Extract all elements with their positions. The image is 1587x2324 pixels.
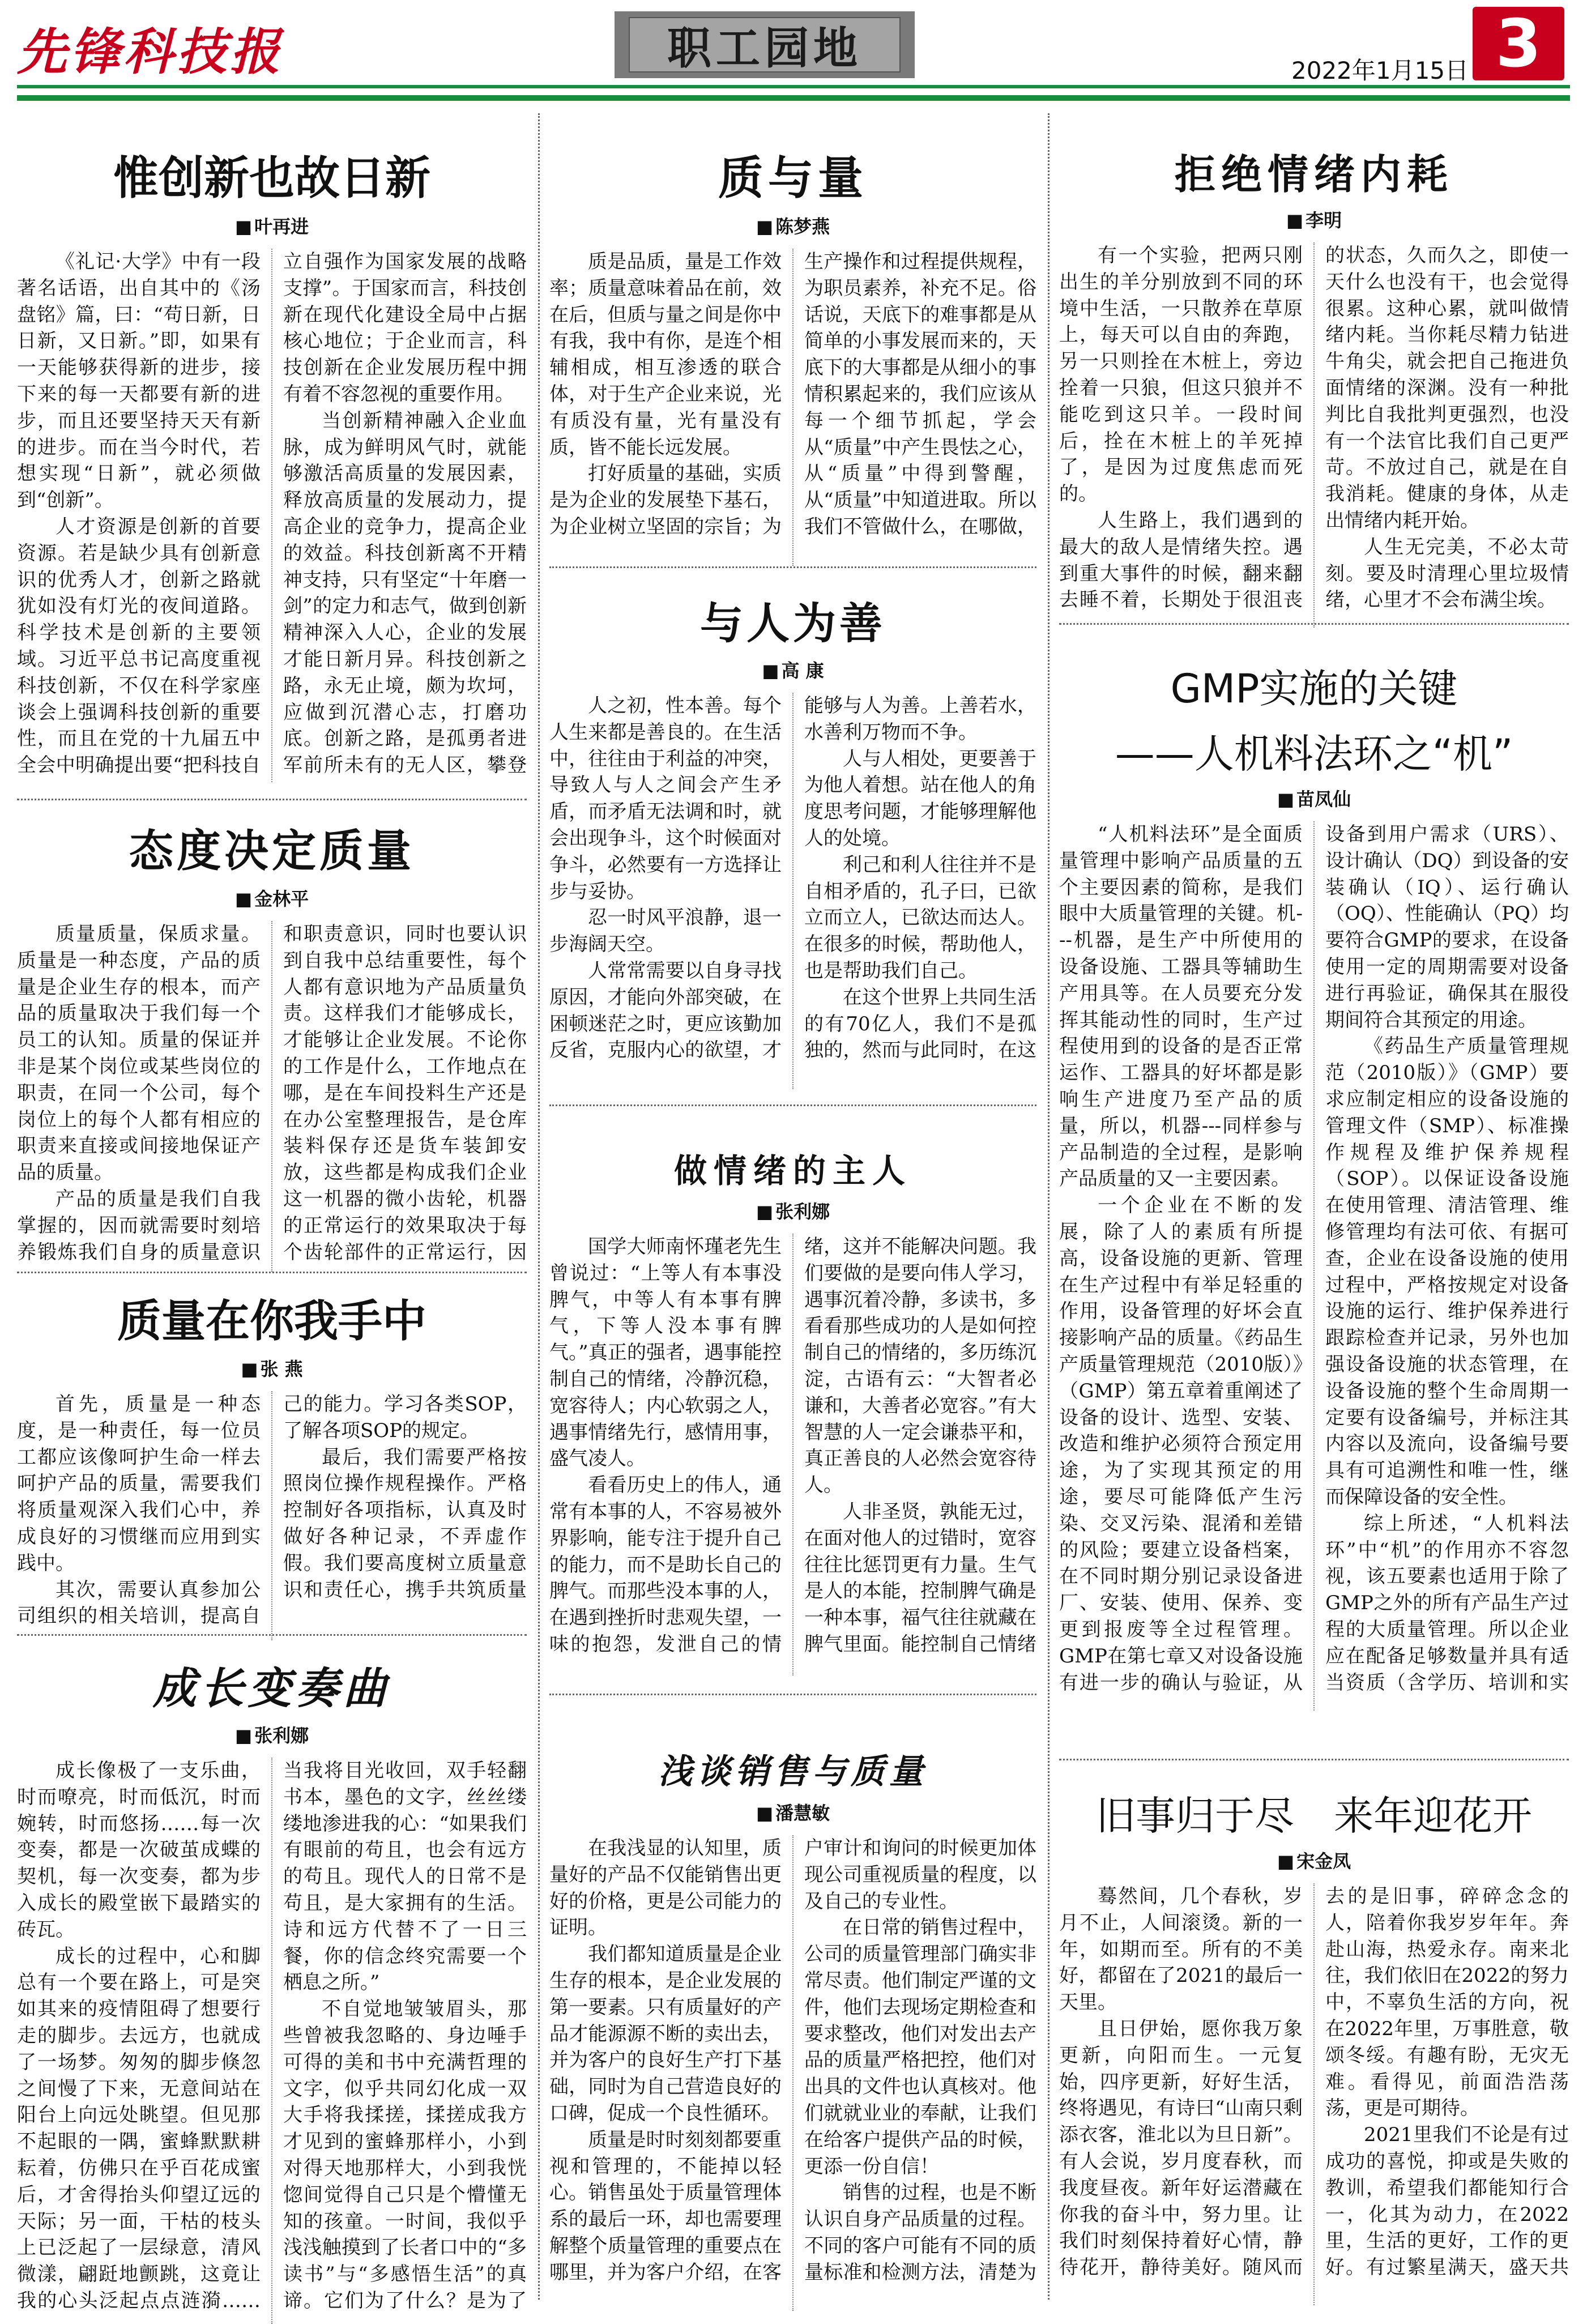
article-author: ■ 张 燕: [17, 1355, 527, 1381]
paragraph: 首先，质量是一种态度，是一种责任，每一位员工都应该像呵护生命一样去呵护产品的质量，需要我们将质量观深入我们心中，养成良好的习惯继而应用到实践中。: [17, 1393, 261, 1575]
paragraph: 《礼记·大学》中有一段著名话语，出自其中的《汤盘铭》篇，曰：“苟日新，日日新，又日新。”即，如果有一天能够获得新的进步，接下来的每一天都要有新的进步，而且还要坚持天天有新的进步。而在当今时代，若想实现“日新”，就必须做到“创新”。: [17, 250, 261, 512]
paragraph: 在这个世界上共同生活的有70亿人，我们不是孤独的，然而与此同时，在这: [804, 986, 1036, 1062]
paragraph: 最后，我们需要严格按照岗位操作规程操作。严格控制好各项指标，认真及时做好各种记录，不弄虚作假。我们要高度树立质量意识和责任心，携手共筑质量: [283, 1445, 527, 1601]
paragraph: 一个企业在不断的发展，除了人的素质有所提高，设备设施的更新、管理在生产过程中有举足轻重的作用，设备管理的好坏会直接影响产品的质量。《药品生产质量管理规范（2010版）》（GMP）第五章着重阐述了设备的设计、选型、安装、改造和维护必须符合预定用途，为了实现其预定的用途，要尽可能降低产生污染、交叉污染、混淆和差错的风险；要建立设备档案，在不同时期分别记录设备进厂、安装、使用、保养、变更到报废等全过程管理。GMP在第七章又对设备设施有进一步的确认与验证，从设备到用户需求（URS）、设计确认（DQ）到设备的安装确认（IQ）、运行确认（OQ）、性能确认（PQ）均要符合GMP的要求，在设备使用一定的周期需要对设备进行再验证，确保其在服役期间符合其预定的用途。: [1059, 823, 1569, 1694]
article-author: ■ 李明: [1059, 206, 1569, 232]
masthead-rule-thin: [17, 85, 1570, 88]
paragraph: 当创新精神融入企业血脉，成为鲜明风气时，就能够激活高质量的发展因素，释放高质量的发展动力，提高企业的竞争力，提高企业的效益。科技创新离不开精神支持，只有坚定“十年磨一剑”的定力和志气，做到创新精神深入人心，企业的发展才能日新月异。科技创新之路，永无止境，颇为坎坷，应做到沉潜心志，打磨功底。创新之路，是孤勇者进军前所未有的无人区，攀登: [283, 409, 527, 777]
article-attitude-quality: [17, 816, 527, 1272]
paragraph: 产品的质量是我们自我掌握的，因而就需要时刻培养锻炼我们自身的质量意识和职责意识，同时也要认识到自我中总结重要性，每个人都有意识地为产品质量负责。这样我们才能够成长，才能够让企业发展。不论你的工作是什么，工作地点在哪，是在车间投料生产还是在办公室整理报告，是仓库装料保存还是货车装卸安放，这些都是构成我们企业这一机器的微小齿轮，机器的正常运行的效果取决于每个齿轮部件的正常运行，因: [17, 923, 527, 1264]
article-new-year: [1059, 1784, 1569, 2305]
article-quality-quantity: [549, 142, 1036, 566]
article-title: 做情绪的主人: [673, 1152, 912, 1190]
newspaper-logo: 先锋科技报: [17, 22, 284, 81]
masthead: [0, 0, 1587, 108]
paragraph: 且日伊始，愿你我万象更新，向阳而生。一元复始，四序更新，好好生活，终将遇见，有诗曰“山南只剩添衣客，淮北以为旦日新”。有人会说，岁月度春秋，而我度昼夜。新年好运潜藏在你我的奋斗中，努力里。让我们时刻保持着好心情，静待花开，静待美好。随风而去的是旧事，碎碎念念的人，陪着你我岁岁年年。奔赴山海，热爱永存。南来北往，我们依旧在2022的努力中，不辜负生活的方向，祝在2022年里，万事胜意，敬颂冬绥。有趣有盼，无灾无难。看得见，前面浩浩荡荡，更是可期待。: [1059, 1885, 1569, 2279]
paragraph: 有一个实验，把两只刚出生的羊分别放到不同的环境中生活，一只散养在草原上，每天可以自由的奔跑，另一只则拴在木桩上，旁边拴着一只狼，但这只狼并不能吃到这只羊。一段时间后，拴在木桩上的羊死掉了，是因为过度焦虑而死的。: [1059, 244, 1303, 506]
article-body: [549, 1835, 1036, 2311]
article-author: ■ 苗凤仙: [1059, 785, 1569, 811]
paragraph: 质量是时时刻刻都要重视和管理的，不能掉以轻心。销售虽处于质量管理体系的最后一环，却也需要理解整个质量管理的重要点在哪里，并为客户介绍，在客户审计和询问的时候更加体现公司重视质量的程度，以及自己的专业性。: [549, 1837, 1036, 2284]
article-author: ■ 宋金凤: [1059, 1847, 1569, 1873]
column-divider-right: [1048, 113, 1050, 2300]
article-author: ■ 金林平: [17, 885, 527, 911]
section-divider: [549, 1694, 1036, 1695]
article-title: 质与量: [718, 152, 868, 204]
paragraph: 其次，需要认真参加公司组织的相关培训，提高自己的能力。学习各类SOP，了解各项SOP的规定。: [17, 1393, 527, 1628]
article-body: [17, 1391, 527, 1640]
article-title: 质量在你我手中: [117, 1296, 426, 1347]
paragraph: 人与人相处，更要善于为他人着想。站在他人的角度思考问题，才能够理解他人的处境。: [804, 747, 1036, 850]
article-quality-in-hands: [17, 1286, 527, 1640]
paragraph: 质量质量，保质求量。质量是一种态度，产品的质量是企业生存的根本，而产品的质量取决于我们每一个员工的认知。质量的保证并非是某个岗位或某些岗位的职责，在同一个公司，每个岗位上的每个人都有相应的职责来直接或间接地保证产品的质量。: [17, 923, 261, 1184]
article-author: ■ 陈梦燕: [549, 212, 1036, 238]
article-body: [549, 1234, 1036, 1675]
article-title: 态度决定质量: [129, 825, 415, 877]
article-kindness: [549, 589, 1036, 1089]
article-body: [1059, 1883, 1569, 2305]
article-title: 成长变奏曲: [153, 1663, 391, 1713]
section-divider: [549, 1105, 1036, 1106]
paragraph: 利己和利人往往并不是自相矛盾的，孔子曰，已欲立而立人，已欲达而达人。在很多的时候，帮助他人，也是帮助我们自己。: [804, 853, 1036, 982]
article-title: GMP实施的关键: [1170, 666, 1458, 712]
article-subtitle: ——人机料法环之“机”: [1115, 731, 1513, 777]
paragraph: 人之初，性本善。每个人生来都是善良的。在生活中，往往由于利益的冲突，导致人与人之间会产生矛盾，而矛盾无法调和时，就会出现争斗，这个时候面对争斗，必然要有一方选择让步与妥协。: [549, 694, 782, 903]
section-divider: [17, 799, 527, 800]
paragraph: 人生无完美，不必太苛刻。要及时清理心里垃圾情绪，心里才不会布满尘埃。: [1325, 535, 1569, 612]
section-divider: [1059, 1759, 1569, 1760]
article-sales-quality: [549, 1745, 1036, 2311]
paragraph: 2021里我们不论是有过成功的喜悦，抑或是失败的教训，希望我们都能知行合一，化其为动力，在2022里，生活的更好，工作的更好。有过繁星满天，盛天共: [1325, 2123, 1569, 2279]
paragraph: 《药品生产质量管理规范（2010版）》（GMP）要求应制定相应的设备设施的管理文件（SMP）、标准操作规程及维护保养规程（SOP）。以保证设备设施在使用管理、清洁管理、维修管理均有法可依、有据可查，企业在设备设施的使用过程中，严格按规定对设备设施的运行、维护保养进行跟踪检查并记录，另外也加强设备设施的状态管理，在设备设施的整个生命周期一定要有设备编号，并标注其内容以及流向，设备编号要具有可追溯性和唯一性，继而保障设备的安全性。: [1325, 1035, 1569, 1508]
issue-date: 2022年1月15日: [1291, 57, 1469, 84]
article-body: [17, 1758, 527, 2324]
paragraph: 我们都知道质量是企业生存的根本，是企业发展的第一要素。只有质量好的产品才能源源不断的卖出去，并为客户的良好生产打下基础，同时为自己营造良好的口碑，促成一个良性循环。: [549, 1943, 782, 2125]
article-body: [549, 693, 1036, 1089]
paragraph: 在我浅显的认知里，质量好的产品不仅能销售出更好的价格，更是公司能力的证明。: [549, 1837, 782, 1939]
article-body: [1059, 242, 1569, 628]
paragraph: 成长的过程中，心和脚总有一个要在路上，可是突如其来的疫情阻碍了想要行走的脚步。去远方，也就成了一场梦。匆匆的脚步倏忽之间慢了下来，无意间站在阳台上向远处眺望。但见那不起眼的一隅，蜜蜂默默耕耘着，仿佛只在乎百花成蜜后，才舍得抬头仰望辽远的天际；另一面，干枯的枝头上已泛起了一层绿意，清风微漾，翩跹地颤跳，这竟让我的心头泛起点点涟漪……当我将目光收回，双手轻翻书本，墨色的文字，丝丝缕缕地渗进我的心：“如果我们有眼前的苟且，也会有远方的苟且。现代人的日常不是苟且，是大家拥有的生活。诗和远方代替不了一日三餐，你的信念终究需要一个栖息之所。”: [17, 1759, 527, 2312]
section-title: 职工园地: [629, 17, 901, 73]
paragraph: 蓦然间，几个春秋，岁月不止，人间滚烫。新的一年，如期而至。所有的不美好，都留在了2021的最后一天里。: [1059, 1885, 1303, 2014]
article-author: ■ 潘慧敏: [549, 1799, 1036, 1825]
article-author: ■ 张利娜: [17, 1721, 527, 1747]
paragraph: 国学大师南怀瑾老先生曾说过：“上等人有本事没脾气，中等人有本事有脾气，下等人没本事有脾气。”真正的强者，遇事能控制自己的情绪，冷静沉稳，宽容待人；内心软弱之人，遇事情绪先行，感情用事，盛气凌人。: [549, 1235, 782, 1470]
paragraph: 销售的过程，也是不断认识自身产品质量的过程。不同的客户可能有不同的质量标准和检测方法，清楚为: [804, 2181, 1036, 2284]
article-growth: [17, 1654, 527, 2324]
section-divider: [549, 566, 1036, 568]
column-divider-left: [538, 113, 540, 2300]
article-title: 浅谈销售与质量: [658, 1752, 928, 1792]
article-author: ■ 高 康: [549, 656, 1036, 683]
paragraph: 人常常需要以自身寻找原因，才能向外部突破，在困顿迷茫之时，更应该勤加反省，克服内心的欲望，才能够与人为善。上善若水，水善利万物而不争。: [549, 694, 1036, 1062]
paragraph: 综上所述，“人机料法环”中“机”的作用亦不容忽视，该五要素也适用于除了GMP之外的所有产品生产过程的大质量管理。所以企业应在配备足够数量并具有适当资质（含学历、培训和实: [1325, 1512, 1569, 1694]
paragraph: 人才资源是创新的首要资源。若是缺少具有创新意识的优秀人才，创新之路就犹如没有灯光的夜间道路。科学技术是创新的主要领域。习近平总书记高度重视科技创新，不仅在科学家座谈会上强调科技创新的重要性，而且在党的十九届五中全会中明确提出要“把科技自立自强作为国家发展的战略支撑”。于国家而言，科技创新在现代化建设全局中占据核心地位；于企业而言，科技创新在企业发展历程中拥有着不容忽视的重要作用。: [17, 250, 527, 777]
paragraph: 质是品质，量是工作效率；质量意味着品在前，效在后，但质与量之间是你中有我，我中有你，是连个相辅相成，相互渗透的联合体，对于生产企业来说，光有质没有量，光有量没有质，皆不能长远发展。: [549, 250, 782, 459]
paragraph: 成长像极了一支乐曲，时而嘹亮，时而低沉，时而婉转，时而悠扬……每一次变奏，都是一次破茧成蝶的契机，每一次变奏，都为步入成长的殿堂嵌下最踏实的砖瓦。: [17, 1759, 261, 1941]
article-title: 惟创新也故日新: [113, 152, 430, 204]
paragraph: “人机料法环”是全面质量管理中影响产品质量的五个主要因素的简称，是我们眼中大质量管理的关键。机---机器，是生产中所使用的设备设施、工器具等辅助生产用具等。在人员要充分发挥其能动性的同时，生产过程使用到的设备的是否正常运作、工器具的好坏都是影响生产进度乃至产品的质量，所以，机器---同样参与产品制造的全过程，是影响产品质量的又一主要因素。: [1059, 823, 1303, 1191]
article-body: [17, 921, 527, 1272]
paragraph: 打好质量的基础，实质是为企业的发展垫下基石，为企业树立坚固的宗旨；为生产操作和过程提供规程，为职员素养，补充不足。俗话说，天底下的难事都是从简单的小事发展而来的，天底下的大事都是从细小的事情积累起来的，我们应该从每一个细节抓起，学会从“质量”中产生畏怯之心，从“质量”中得到警醒，从“质量”中知道进取。所以我们不管做什么，在哪做，: [549, 250, 1036, 538]
paragraph: 人生路上，我们遇到的最大的敌人是情绪失控。遇到重大事件的时候，翻来翻去睡不着，长期处于很沮丧的状态，久而久之，即使一天什么也没有干，也会觉得很累。这种心累，就叫做情绪内耗。当你耗尽精力钻进牛角尖，就会把自己拖进负面情绪的深渊。没有一种批判比自我批判更强烈，也没有一个法官比我们自己更严苛。不放过自己，就是在自我消耗。健康的身体，从走出情绪内耗开始。: [1059, 244, 1569, 612]
article-title: 旧事归于尽 来年迎花开: [1096, 1793, 1532, 1839]
article-innovation: [17, 142, 527, 782]
article-author: ■ 张利娜: [549, 1197, 1036, 1223]
paragraph: 不自觉地皱皱眉头，那些曾被我忽略的、身边唾手可得的美和书中充满哲理的文字，似乎共同幻化成一双大手将我揉搓，揉搓成我方才见到的蜜蜂那样小，小到对得天地那样大，小到我恍惚间觉得自己只是个懵懂无知的孩童。一时间，我似乎浅浅触摸到了长者口中的“多读书”与“多感悟生活”的真谛。它们为了什么？是为了: [283, 1998, 527, 2312]
article-title: 拒绝情绪内耗: [1174, 150, 1453, 198]
article-body: [17, 249, 527, 782]
article-body: [1059, 821, 1569, 1711]
paragraph: 人非圣贤，孰能无过，在面对他人的过错时，宽容往往比惩罚更有力量。生气是人的本能，控制脾气确是一种本事，福气往往就藏在脾气里面。能控制自己情绪: [804, 1500, 1036, 1656]
page-number: 3: [1473, 7, 1564, 80]
article-author: ■ 叶再进: [17, 212, 527, 238]
article-reject-internal-friction: [1059, 142, 1569, 628]
article-gmp-machine: [1059, 657, 1569, 1711]
article-master-emotions: [549, 1144, 1036, 1675]
article-title: 与人为善: [700, 598, 886, 649]
paragraph: 忍一时风平浪静，退一步海阔天空。: [549, 906, 782, 956]
paragraph: 看看历史上的伟人，通常有本事的人，不容易被外界影响，能专注于提升自己的能力，而不是助长自己的脾气。而那些没本事的人，在遇到挫折时悲观失望，一味的抱怨，发泄自己的情绪，这并不能解决问题。我们要做的是要向伟人学习，遇事沉着冷静，多读书，多看看那些成功的人是如何控制自己的情绪的，多历练沉淀，古语有云：“大智者必谦和，大善者必宽容。”有大智慧的人一定会谦恭平和，真正善良的人必然会宽容待人。: [549, 1235, 1036, 1656]
paragraph: 在日常的销售过程中，公司的质量管理部门确实非常尽责。他们制定严谨的文件，他们去现场定期检查和要求整改，他们对发出去产品的质量严格把控，他们对出具的文件也认真核对。他们就就业业的奉献，让我们在给客户提供产品的时候，更添一份自信！: [804, 1916, 1036, 2178]
masthead-rule-thick: [17, 95, 1570, 101]
article-body: [549, 249, 1036, 566]
